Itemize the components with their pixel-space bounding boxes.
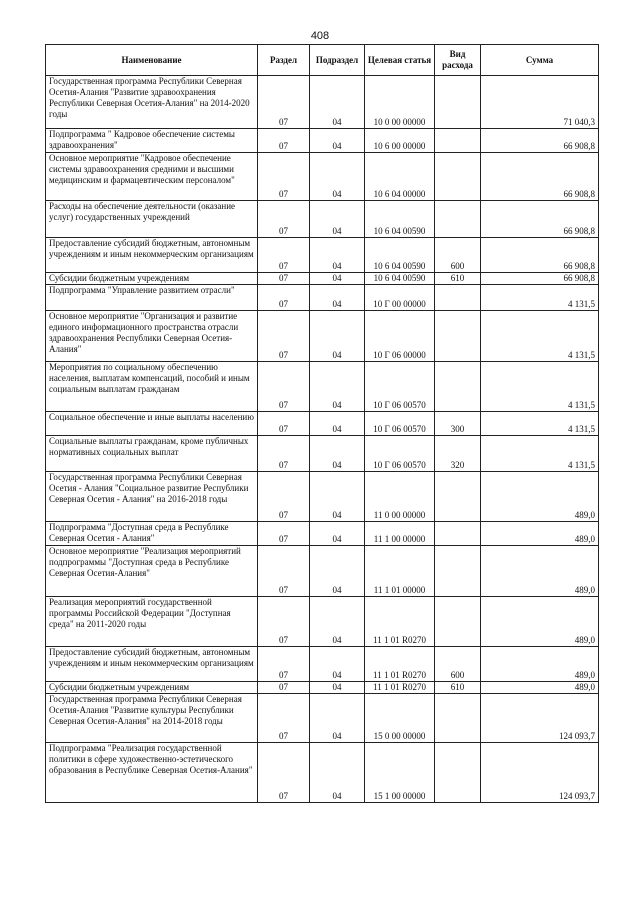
cell-statya: 10 Г 06 00570 [365, 436, 435, 472]
cell-vid [435, 76, 481, 129]
cell-name: Предоставление субсидий бюджетным, автономным учреждениям и иным некоммерческим организациям [46, 647, 258, 682]
cell-name: Подпрограмма "Управление развитием отрасли" [46, 285, 258, 311]
page-number: 408 [310, 30, 330, 42]
cell-summa: 4 131,5 [481, 311, 599, 362]
cell-vid [435, 597, 481, 647]
cell-podrazdel: 04 [310, 743, 365, 803]
cell-podrazdel: 04 [310, 546, 365, 597]
cell-razdel: 07 [258, 694, 310, 743]
cell-podrazdel: 04 [310, 682, 365, 694]
cell-summa: 4 131,5 [481, 362, 599, 412]
header-statya: Целевая статья [365, 45, 435, 76]
table-row [46, 597, 599, 647]
cell-summa: 4 131,5 [481, 412, 599, 436]
table-row [46, 436, 599, 472]
table-row [46, 201, 599, 238]
cell-vid: 610 [435, 273, 481, 285]
cell-name: Субсидии бюджетным учреждениям [46, 273, 258, 285]
cell-statya: 11 0 00 00000 [365, 472, 435, 522]
header-summa: Сумма [481, 45, 599, 76]
cell-statya: 10 6 04 00000 [365, 153, 435, 201]
cell-summa: 489,0 [481, 546, 599, 597]
table-row [46, 412, 599, 436]
cell-vid [435, 522, 481, 546]
cell-statya: 10 Г 00 00000 [365, 285, 435, 311]
cell-vid [435, 694, 481, 743]
cell-summa: 71 040,3 [481, 76, 599, 129]
cell-podrazdel: 04 [310, 472, 365, 522]
cell-statya: 10 6 04 00590 [365, 238, 435, 273]
table-row [46, 285, 599, 311]
cell-razdel: 07 [258, 472, 310, 522]
cell-vid [435, 311, 481, 362]
cell-razdel: 07 [258, 522, 310, 546]
cell-podrazdel: 04 [310, 694, 365, 743]
cell-summa: 489,0 [481, 522, 599, 546]
cell-statya: 10 6 04 00590 [365, 273, 435, 285]
cell-name: Государственная программа Республики Северная Осетия-Алания "Развитие здравоохранения Республики Северная Осетия-Алания" на 2014-2020 годы [46, 76, 258, 129]
cell-statya: 11 1 01 R0270 [365, 597, 435, 647]
cell-podrazdel: 04 [310, 311, 365, 362]
cell-statya: 15 0 00 00000 [365, 694, 435, 743]
table-row [46, 153, 599, 201]
cell-name: Расходы на обеспечение деятельности (оказание услуг) государственных учреждений [46, 201, 258, 238]
cell-razdel: 07 [258, 743, 310, 803]
header-name: Наименование [46, 45, 258, 76]
cell-razdel: 07 [258, 285, 310, 311]
cell-podrazdel: 04 [310, 129, 365, 153]
cell-razdel: 07 [258, 412, 310, 436]
table-row [46, 273, 599, 285]
cell-vid [435, 285, 481, 311]
cell-name: Государственная программа Республики Северная Осетия-Алания "Развитие культуры Республики Северная Осетия-Алания" на 2014-2018 годы [46, 694, 258, 743]
cell-vid: 610 [435, 682, 481, 694]
cell-vid [435, 129, 481, 153]
cell-name: Основное мероприятие "Кадровое обеспечение системы здравоохранения средними и высшими медицинским и фармацевтическим персоналом" [46, 153, 258, 201]
cell-razdel: 07 [258, 362, 310, 412]
cell-vid: 600 [435, 647, 481, 682]
cell-vid: 300 [435, 412, 481, 436]
cell-podrazdel: 04 [310, 76, 365, 129]
cell-name: Подпрограмма "Доступная среда в Республике Северная Осетия - Алания" [46, 522, 258, 546]
cell-podrazdel: 04 [310, 436, 365, 472]
cell-name: Мероприятия по социальному обеспечению населения, выплатам компенсаций, пособий и иным социальным выплатам гражданам [46, 362, 258, 412]
table-row [46, 647, 599, 682]
cell-razdel: 07 [258, 546, 310, 597]
cell-summa: 66 908,8 [481, 129, 599, 153]
cell-name: Предоставление субсидий бюджетным, автономным учреждениям и иным некоммерческим организациям [46, 238, 258, 273]
cell-statya: 10 6 04 00590 [365, 201, 435, 238]
table-row [46, 546, 599, 597]
cell-razdel: 07 [258, 647, 310, 682]
cell-name: Основное мероприятие "Реализация мероприятий подпрограммы "Доступная среда в Республике Северная Осетия-Алания" [46, 546, 258, 597]
cell-summa: 124 093,7 [481, 694, 599, 743]
table-body [46, 76, 599, 803]
cell-statya: 10 Г 06 00570 [365, 412, 435, 436]
cell-podrazdel: 04 [310, 597, 365, 647]
cell-summa: 4 131,5 [481, 436, 599, 472]
table-row [46, 682, 599, 694]
cell-statya: 11 1 01 R0270 [365, 647, 435, 682]
cell-vid [435, 546, 481, 597]
cell-statya: 11 1 01 00000 [365, 546, 435, 597]
cell-podrazdel: 04 [310, 273, 365, 285]
table-header-row [46, 45, 599, 76]
cell-razdel: 07 [258, 153, 310, 201]
table-row [46, 311, 599, 362]
table-row [46, 522, 599, 546]
table-row [46, 694, 599, 743]
cell-summa: 489,0 [481, 597, 599, 647]
cell-summa: 66 908,8 [481, 273, 599, 285]
cell-name: Социальные выплаты гражданам, кроме публичных нормативных социальных выплат [46, 436, 258, 472]
cell-name: Социальное обеспечение и иные выплаты населению [46, 412, 258, 436]
cell-podrazdel: 04 [310, 522, 365, 546]
cell-podrazdel: 04 [310, 412, 365, 436]
cell-podrazdel: 04 [310, 201, 365, 238]
cell-razdel: 07 [258, 273, 310, 285]
cell-vid [435, 362, 481, 412]
cell-statya: 11 1 00 00000 [365, 522, 435, 546]
cell-statya: 10 6 00 00000 [365, 129, 435, 153]
cell-statya: 10 Г 06 00000 [365, 311, 435, 362]
cell-statya: 15 1 00 00000 [365, 743, 435, 803]
table-row [46, 743, 599, 803]
cell-vid [435, 201, 481, 238]
cell-summa: 489,0 [481, 682, 599, 694]
table-row [46, 238, 599, 273]
cell-podrazdel: 04 [310, 238, 365, 273]
cell-name: Субсидии бюджетным учреждениям [46, 682, 258, 694]
cell-vid: 600 [435, 238, 481, 273]
table-row [46, 76, 599, 129]
header-razdel: Раздел [258, 45, 310, 76]
header-vid: Вид расхода [435, 45, 481, 76]
cell-name: Реализация мероприятий государственной программы Российской Федерации "Доступная среда" на 2011-2020 годы [46, 597, 258, 647]
cell-podrazdel: 04 [310, 285, 365, 311]
cell-summa: 4 131,5 [481, 285, 599, 311]
cell-razdel: 07 [258, 238, 310, 273]
cell-podrazdel: 04 [310, 153, 365, 201]
cell-summa: 66 908,8 [481, 153, 599, 201]
cell-summa: 66 908,8 [481, 238, 599, 273]
cell-summa: 124 093,7 [481, 743, 599, 803]
table-row [46, 362, 599, 412]
cell-vid [435, 743, 481, 803]
cell-vid [435, 472, 481, 522]
cell-name: Подпрограмма " Кадровое обеспечение системы здравоохранения" [46, 129, 258, 153]
cell-razdel: 07 [258, 76, 310, 129]
cell-statya: 10 0 00 00000 [365, 76, 435, 129]
budget-table [45, 44, 599, 803]
cell-vid [435, 153, 481, 201]
cell-podrazdel: 04 [310, 647, 365, 682]
cell-statya: 10 Г 06 00570 [365, 362, 435, 412]
table-row [46, 129, 599, 153]
cell-statya: 11 1 01 R0270 [365, 682, 435, 694]
cell-name: Подпрограмма "Реализация государственной политики в сфере художественно-эстетического образования в Республике Северная Осетия-Алания" [46, 743, 258, 803]
header-podrazdel: Подраздел [310, 45, 365, 76]
cell-name: Государственная программа Республики Северная Осетия - Алания "Социальное развитие Республики Северная Осетия - Алания" на 2016-2018 годы [46, 472, 258, 522]
cell-vid: 320 [435, 436, 481, 472]
cell-summa: 66 908,8 [481, 201, 599, 238]
cell-podrazdel: 04 [310, 362, 365, 412]
cell-razdel: 07 [258, 597, 310, 647]
cell-name: Основное мероприятие "Организация и развитие единого информационного пространства отрасли здравоохранения Республики Северная Осетия-Алания" [46, 311, 258, 362]
cell-razdel: 07 [258, 201, 310, 238]
cell-summa: 489,0 [481, 472, 599, 522]
cell-razdel: 07 [258, 311, 310, 362]
cell-razdel: 07 [258, 682, 310, 694]
cell-razdel: 07 [258, 436, 310, 472]
cell-summa: 489,0 [481, 647, 599, 682]
cell-razdel: 07 [258, 129, 310, 153]
table-row [46, 472, 599, 522]
